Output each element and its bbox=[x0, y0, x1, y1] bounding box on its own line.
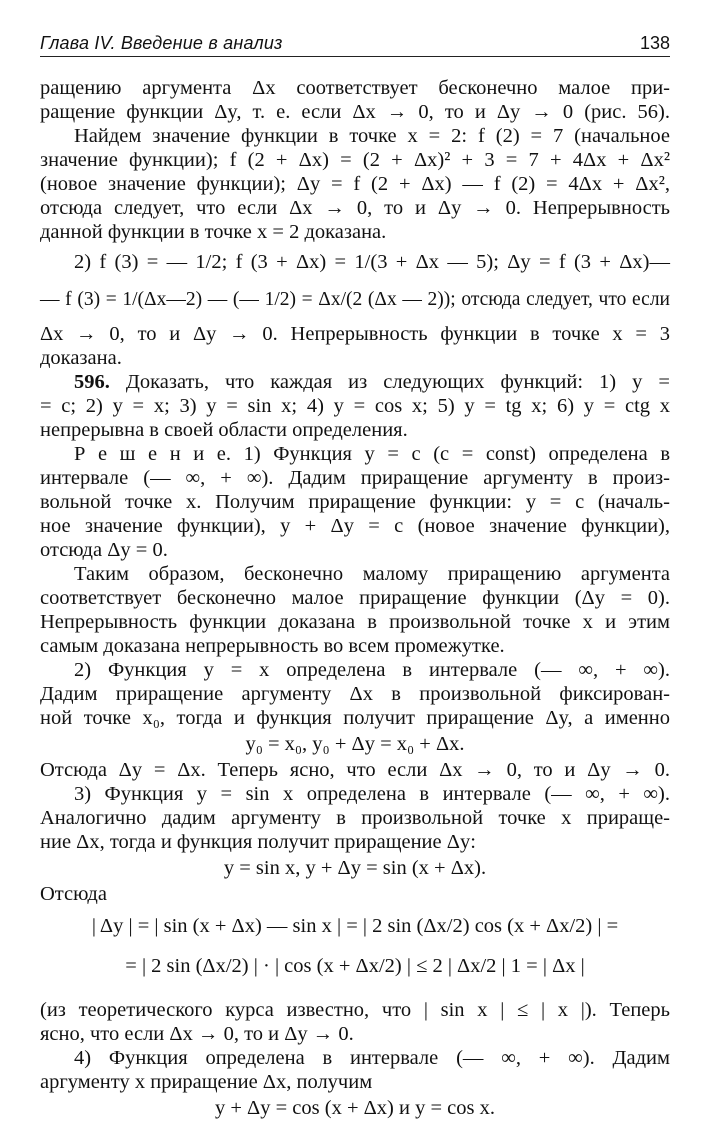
text-line: 3) Функция y = sin x определена в интервале (— ∞, + ∞). bbox=[74, 783, 670, 805]
text-line: значение функции); f (2 + Δx) = (2 + Δx)² + 3 = 7 + 4Δx + Δx² bbox=[40, 149, 670, 171]
text-line: ное значение функции), y + Δy = c (новое значение функции), bbox=[40, 515, 670, 537]
formula-line: | Δy | = | sin (x + Δx) — sin x | = | 2 sin (Δx/2) cos (x + Δx/2) | = bbox=[91, 915, 619, 937]
formula-line: y₀ = x₀, y₀ + Δy = x₀ + Δx. bbox=[245, 733, 465, 755]
formula-line: y = sin x, y + Δy = sin (x + Δx). bbox=[223, 857, 487, 879]
text-line: интервале (— ∞, + ∞). Дадим приращение аргументу в произ- bbox=[40, 467, 670, 489]
text-line: аргументу x приращение Δx, получим bbox=[40, 1071, 373, 1093]
problem-number: 596. bbox=[74, 371, 110, 393]
text-line: (новое значение функции); Δy = f (2 + Δx) — f (2) = 4Δx + Δx², bbox=[40, 173, 670, 195]
text-line: Отсюда bbox=[40, 883, 107, 905]
text-line: данной функции в точке x = 2 доказана. bbox=[40, 221, 387, 243]
text-line: самым доказана непрерывность во всем промежутке. bbox=[40, 635, 505, 657]
text-line: = c; 2) y = x; 3) y = sin x; 4) y = cos x; 5) y = tg x; 6) y = ctg x bbox=[40, 395, 670, 417]
formula-line: — f (3) = 1/(Δx—2) — (— 1/2) = Δx/(2 (Δx — 2)); отсюда следует, что если bbox=[40, 289, 670, 310]
text-line: непрерывна в своей области определения. bbox=[40, 419, 408, 441]
text-line: Таким образом, бесконечно малому приращению аргумента bbox=[74, 563, 670, 585]
chapter-title: Глава IV. Введение в анализ bbox=[40, 33, 283, 53]
text-line: ращению аргумента Δx соответствует бесконечно малое при- bbox=[40, 77, 670, 99]
text-line: 2) Функция y = x определена в интервале (— ∞, + ∞). bbox=[74, 659, 670, 681]
text-line: ние Δx, тогда и функция получит приращение Δy: bbox=[40, 831, 476, 853]
page-header bbox=[40, 28, 670, 57]
formula-line: y + Δy = cos (x + Δx) и y = cos x. bbox=[214, 1097, 495, 1119]
problem-statement: 596. Доказать, что каждая из следующих функций: 1) y = bbox=[74, 371, 670, 393]
text-line: отсюда Δy = 0. bbox=[40, 539, 168, 561]
solution-heading-line: Р е ш е н и е. 1) Функция y = c (c = const) определена в bbox=[74, 443, 670, 465]
text-line: Δx → 0, то и Δy → 0. Непрерывность функции в точке x = 3 bbox=[40, 323, 670, 345]
text-line: Аналогично дадим аргументу в произвольной точке x прираще- bbox=[40, 807, 670, 829]
formula-line: = | 2 sin (Δx/2) | · | cos (x + Δx/2) | ≤ 2 | Δx/2 | 1 = | Δx | bbox=[125, 955, 585, 977]
text-line: ращение функции Δy, т. е. если Δx → 0, то и Δy → 0 (рис. 56). bbox=[40, 101, 670, 123]
page-number: 138 bbox=[639, 33, 670, 53]
text-line: Непрерывность функции доказана в произвольной точке x и этим bbox=[40, 611, 670, 633]
text-line: Найдем значение функции в точке x = 2: f (2) = 7 (начальное bbox=[74, 125, 670, 147]
text-line: ясно, что если Δx → 0, то и Δy → 0. bbox=[40, 1023, 354, 1045]
text-line: (из теоретического курса известно, что | sin x | ≤ | x |). Теперь bbox=[40, 999, 670, 1021]
text-line: доказана. bbox=[40, 347, 122, 369]
formula-line: 2) f (3) = — 1/2; f (3 + Δx) = 1/(3 + Δx — 5); Δy = f (3 + Δx)— bbox=[74, 251, 670, 273]
text-line: отсюда следует, что если Δx → 0, то и Δy → 0. Непрерывность bbox=[40, 197, 670, 219]
text-line: ной точке x₀, тогда и функция получит приращение Δy, а именно bbox=[40, 707, 670, 729]
text-line: Дадим приращение аргументу Δx в произвольной фиксирован- bbox=[40, 683, 670, 705]
text-line: соответствует бесконечно малое приращение функции (Δy = 0). bbox=[40, 587, 670, 609]
text-line: Отсюда Δy = Δx. Теперь ясно, что если Δx → 0, то и Δy → 0. bbox=[40, 759, 670, 781]
text-line: вольной точке x. Получим приращение функции: y = c (началь- bbox=[40, 491, 670, 513]
text-line: 4) Функция определена в интервале (— ∞, + ∞). Дадим bbox=[74, 1047, 670, 1069]
